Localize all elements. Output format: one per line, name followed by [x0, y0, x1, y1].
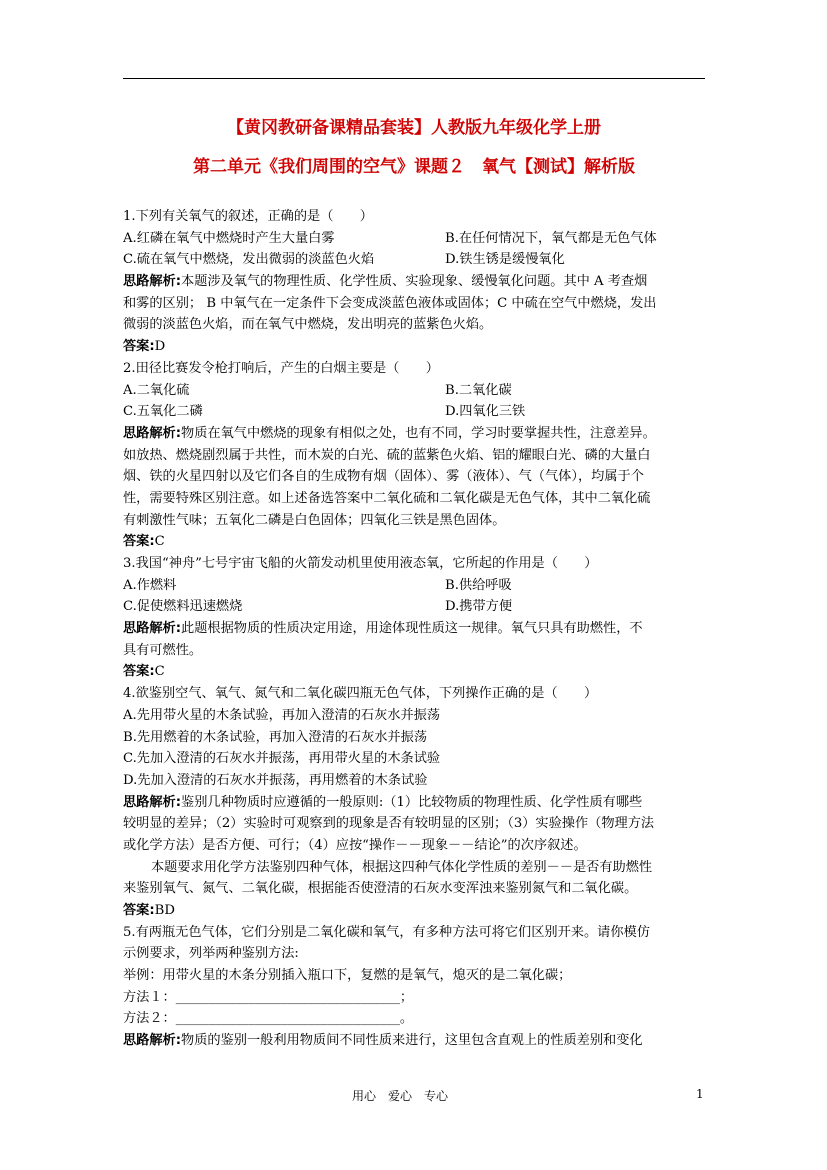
answer-label: 答案: [123, 534, 155, 550]
header-rule [123, 78, 705, 79]
q3-analysis-line: 具有可燃性。 [123, 642, 203, 658]
q3-option-c: C.促使燃料迅速燃烧 [123, 599, 243, 615]
q4-analysis-line: 本题要求用化学方法鉴别四种气体，根据这四种气体化学性质的差别－－是否有助燃性 [151, 859, 653, 875]
analysis-label: 思路解析: [123, 274, 182, 290]
document-title: 【黄冈教研备课精品套装】人教版九年级化学上册 [227, 118, 601, 138]
analysis-label: 思路解析: [123, 1033, 182, 1049]
q4-analysis-line: 来鉴别氧气、氮气、二氧化碳，根据能否使澄清的石灰水变浑浊来鉴别氮气和二氧化碳。 [123, 881, 638, 897]
document-body [123, 206, 705, 1052]
q4-option-c: C.先加入澄清的石灰水并振荡，再用带火星的木条试验 [123, 751, 441, 767]
analysis-label: 思路解析: [123, 425, 182, 441]
q1-question: 1.下列有关氧气的叙述，正确的是（ ） [123, 209, 373, 224]
q1-analysis-line: 思路解析:本题涉及氧气的物理性质、化学性质、实验现象、缓慢氧化问题。其中 A 考查烟 [123, 274, 648, 290]
q4-answer [123, 900, 705, 922]
q1-option-a: A.红磷在氧气中燃烧时产生大量白雾 [123, 230, 335, 246]
q2-options-row1 [123, 380, 705, 402]
footer-motto: 用心 爱心 专心 [352, 1089, 449, 1103]
q4-option-d: D.先加入澄清的石灰水并振荡，再用燃着的木条试验 [123, 772, 428, 788]
page-number: 1 [696, 1087, 704, 1101]
q2-option-c: C.五氧化二磷 [123, 404, 203, 420]
q5-question: 5.有两瓶无色气体，它们分别是二氧化碳和氧气，有多种方法可将它们区别开来。请你模仿 [123, 924, 650, 940]
q2-analysis-line: 烟、铁的火星四射以及它们各自的生成物有烟（固体）、雾（液体）、气（气体），均属于个 [123, 469, 644, 485]
q5-analysis-line: 思路解析:物质的鉴别一般利用物质间不同性质来进行，这里包含直观上的性质差别和变化 [123, 1033, 643, 1049]
answer-label: 答案: [123, 339, 155, 355]
q2-analysis-line: 有刺激性气味；五氧化二磷是白色固体；四氧化三铁是黑色固体。 [123, 512, 506, 528]
q3-answer [123, 661, 705, 683]
q1-analysis-line: 微弱的淡蓝色火焰，而在氧气中燃烧，发出明亮的蓝紫色火焰。 [123, 317, 493, 333]
answer-label: 答案: [123, 903, 155, 918]
q4-answer-value: BD [154, 903, 175, 918]
q1-option-b: B.在任何情况下，氧气都是无色气体 [445, 230, 657, 246]
q1-option-d: D.铁生锈是缓慢氧化 [445, 252, 565, 268]
q3-options-row2 [123, 596, 705, 618]
document-subtitle: 第二单元《我们周围的空气》课题２ 氧气【测试】解析版 [193, 157, 635, 177]
q4-analysis-line: 或化学方法）是否方便、可行；（4）应按“操作－－现象－－结论”的次序叙述。 [123, 837, 587, 853]
q2-question: 2.田径比赛发令枪打响后，产生的白烟主要是（ ） [123, 360, 439, 376]
q3-question: 3.我国“神舟”七号宇宙飞船的火箭发动机里使用液态氧，它所起的作用是（ ） [123, 556, 598, 571]
q5-example: 举例：用带火星的木条分别插入瓶口下，复燃的是氧气，熄灭的是二氧化碳； [123, 968, 572, 984]
q3-options-row1 [123, 575, 705, 597]
q1-answer [123, 336, 705, 358]
q3-option-b: B.供给呼吸 [445, 577, 512, 593]
q2-option-d: D.四氧化三铁 [445, 404, 526, 420]
q4-option-a: A.先用带火星的木条试验，再加入澄清的石灰水并振荡 [123, 707, 441, 723]
q1-options-row1 [123, 228, 705, 250]
q2-analysis-line: 如放热、燃烧剧烈属于共性，而木炭的白光、硫的蓝紫色火焰、铝的耀眼白光、磷的大量白 [123, 447, 651, 463]
q2-options-row2 [123, 401, 705, 423]
q3-option-d: D.携带方便 [445, 599, 513, 615]
q1-option-c: C.硫在氧气中燃烧，发出微弱的淡蓝色火焰 [123, 252, 375, 268]
q2-analysis-line: 性，需要特殊区别注意。如上述备选答案中二氧化硫和二氧化碳是无色气体，其中二氧化硫 [123, 490, 651, 506]
q1-analysis-line: 和雾的区别； B 中氧气在一定条件下会变成淡蓝色液体或固体；C 中硫在空气中燃烧，发出 [123, 295, 657, 311]
q2-answer-value: C [154, 534, 165, 550]
analysis-label: 思路解析: [123, 621, 182, 637]
q4-option-b: B.先用燃着的木条试验，再加入澄清的石灰水并振荡 [123, 729, 428, 745]
q5-question: 示例要求，列举两种鉴别方法: [123, 946, 299, 962]
q2-analysis-line: 思路解析:物质在氧气中燃烧的现象有相似之处，也有不同，学习时要掌握共性，注意差异。 [123, 425, 656, 441]
q1-answer-value: D [154, 339, 166, 355]
q4-analysis-line: 思路解析:鉴别几种物质时应遵循的一般原则:（1）比较物质的物理性质、化学性质有哪些 [123, 794, 643, 810]
q2-option-b: B.二氧化碳 [445, 382, 512, 398]
q3-analysis-line: 思路解析:此题根据物质的性质决定用途，用途体现性质这一规律。氧气只具有助燃性，不 [123, 621, 643, 637]
q4-analysis-line: 较明显的差异；（2）实验时可观察到的现象是否有较明显的区别；（3）实验操作（物理方法 [123, 816, 655, 832]
q3-option-a: A.作燃料 [123, 577, 177, 593]
q2-option-a: A.二氧化硫 [123, 382, 190, 398]
q1-options-row2 [123, 249, 705, 271]
q3-answer-value: C [154, 664, 165, 680]
analysis-label: 思路解析: [123, 794, 182, 810]
q5-method1-blank: 方法１：__________________________________； [123, 989, 414, 1005]
q2-answer [123, 531, 705, 553]
q4-question: 4.欲鉴别空气、氧气、氮气和二氧化碳四瓶无色气体，下列操作正确的是（ ） [123, 686, 598, 702]
q5-method2-blank: 方法２：__________________________________。 [123, 1011, 414, 1027]
answer-label: 答案: [123, 664, 155, 680]
